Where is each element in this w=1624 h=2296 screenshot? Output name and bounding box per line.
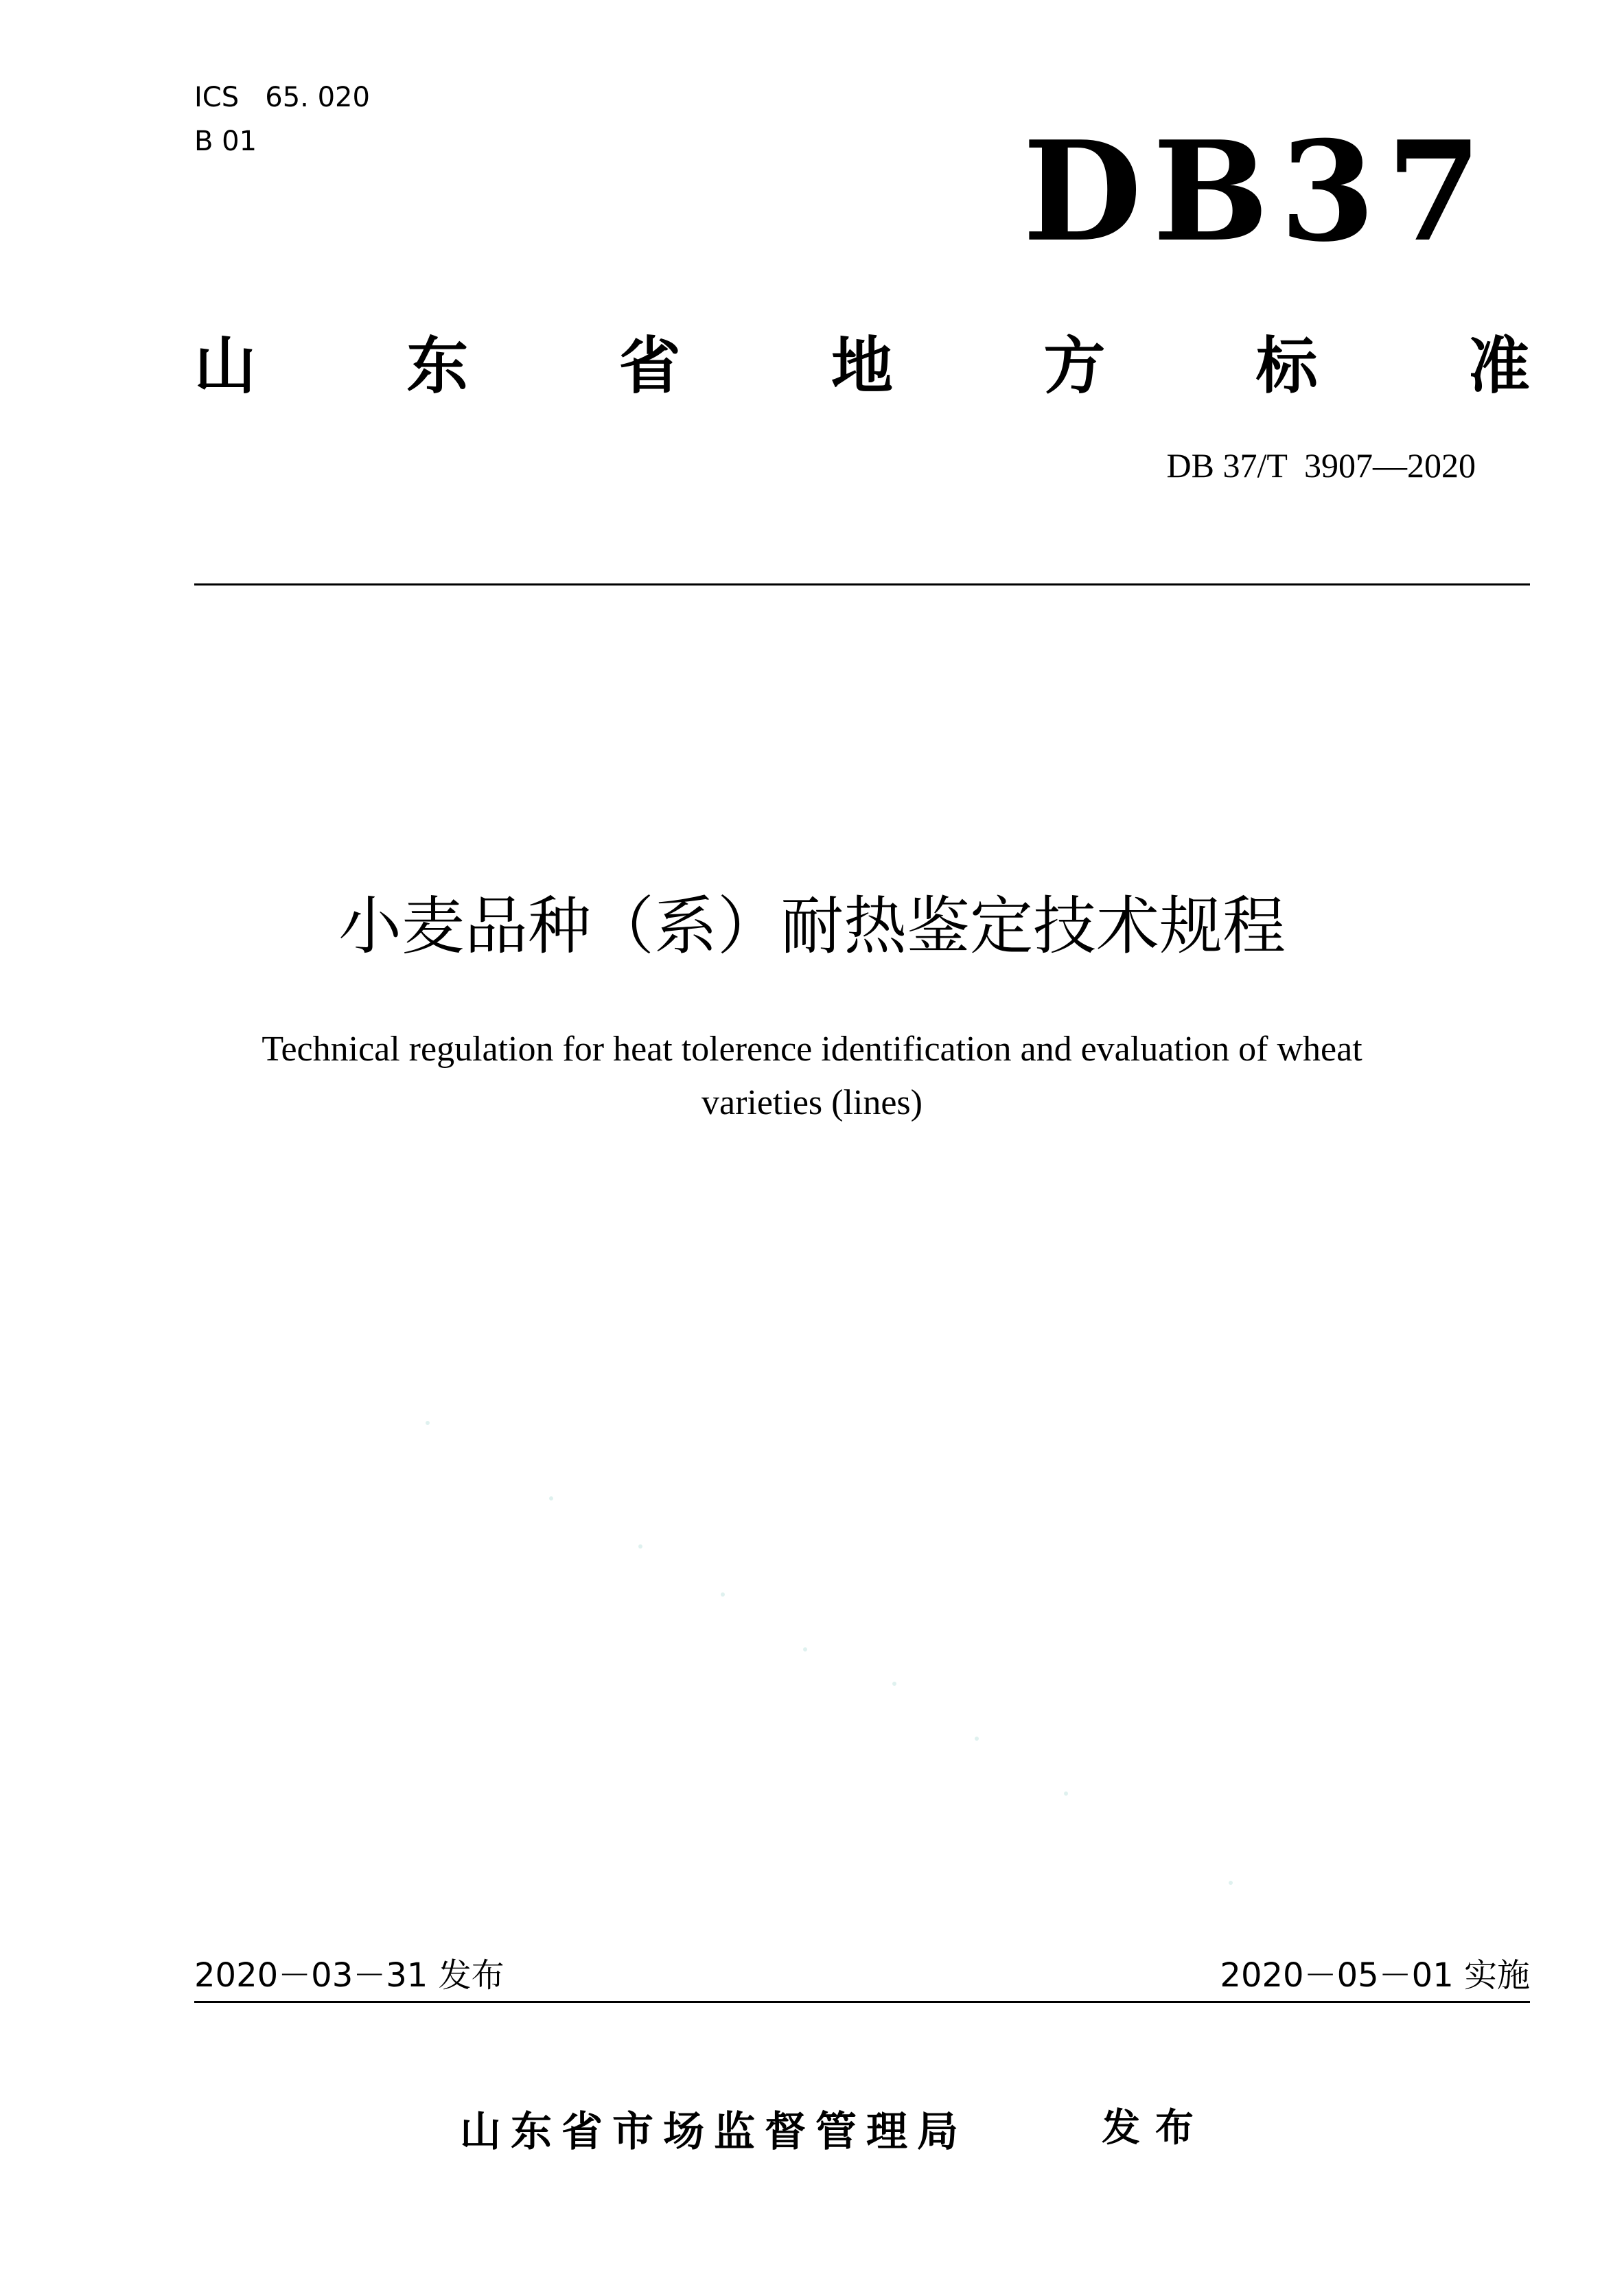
speck: [803, 1647, 807, 1651]
issue-date: 2020－03－31 发布: [194, 1956, 504, 1995]
issue-action: 发布: [1102, 2106, 1209, 2150]
title-english-line: Technical regulation for heat tolerence identification and evaluation of wheat: [262, 1030, 1362, 1069]
standard-type-char: 地: [831, 330, 893, 402]
speck: [1229, 1881, 1233, 1885]
title-english-line: varieties (lines): [701, 1083, 923, 1122]
standard-type-char: 省: [618, 330, 681, 402]
standard-mark: DB37: [1023, 111, 1493, 272]
speck: [975, 1737, 979, 1741]
standard-type-heading: [194, 323, 1530, 402]
issuing-authority: 山东省市场监督管理局: [460, 2108, 968, 2156]
speck: [549, 1496, 553, 1500]
standard-number: DB 37/T 3907—2020: [1166, 446, 1476, 485]
speck: [1064, 1791, 1068, 1796]
speck: [638, 1544, 642, 1549]
title-chinese: 小麦品种（系）耐热鉴定技术规程: [338, 890, 1286, 963]
speck: [426, 1421, 430, 1425]
title-english: [194, 1023, 1430, 1130]
speck: [892, 1682, 896, 1686]
standard-type-char: 方: [1043, 330, 1106, 402]
speck: [721, 1592, 725, 1597]
bottom-divider: [194, 2001, 1530, 2003]
standard-type-char: 山: [194, 330, 256, 402]
ccs-code: B 01: [194, 126, 257, 157]
ics-code: ICS 65. 020: [194, 82, 370, 113]
standard-type-char: 东: [406, 330, 469, 402]
standard-type-char: 标: [1255, 330, 1318, 402]
standard-type-char: 准: [1468, 330, 1530, 402]
top-divider: [194, 583, 1530, 585]
implementation-date: 2020－05－01 实施: [1220, 1956, 1530, 1995]
